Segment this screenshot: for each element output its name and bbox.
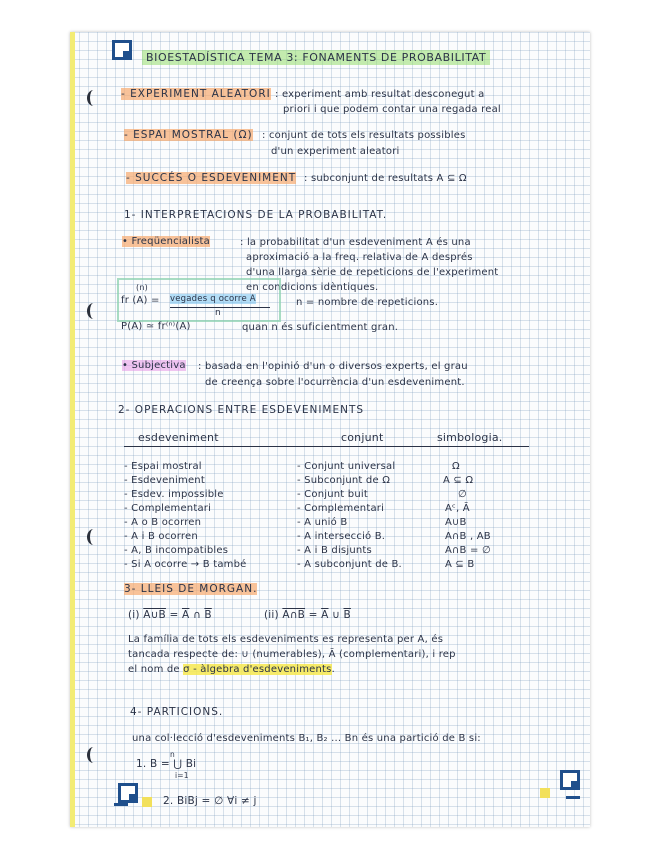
table-cell: - A, B incompatibles [124,545,229,556]
brand-logo-icon [560,770,580,790]
definition-text: priori i que podem contar una regada real [283,104,501,115]
morgan-law-1 [128,609,212,621]
corner-mark [114,803,128,806]
paragraph-line: el nom de σ - àlgebra d'esdeveniments. [128,664,335,675]
union-upper-bound: n [170,750,175,759]
formula-note: n = nombre de repeticions. [296,297,439,308]
highlighted-term: σ - àlgebra d'esdeveniments [183,664,332,675]
table-cell: - Espai mostral [124,461,202,472]
formula-superscript: (n) [136,283,148,292]
definition-term: - EXPERIMENT ALEATORI [121,88,271,100]
binder-hole [84,90,96,106]
paragraph-line: tancada respecte de: ∪ (numerables), Ā (complementari), i rep [128,649,456,660]
table-cell: - A intersecció B. [297,531,386,542]
table-cell: - Subconjunt de Ω [297,475,391,486]
partition-condition-2: 2. BiBj = ∅ ∀i ≠ j [163,795,257,807]
table-cell: - Complementari [124,503,212,514]
law-expression: $\overline{B}$ [343,609,351,621]
table-cell: - A i B disjunts [297,545,372,556]
concept-term: • Subjectiva [122,360,186,371]
morgan-law-2 [264,609,351,621]
paragraph-line: d'una llarga sèrie de repeticions de l'experiment [246,267,499,278]
law-expression: A∩B [282,609,306,621]
column-header: esdeveniment [138,431,219,444]
law-label: (i) [128,609,140,621]
partition-condition-1: 1. B = ⋃ Bi [136,758,197,770]
corner-dot [142,797,152,807]
formula-denominator: n [215,308,221,318]
paragraph-line: aproximació a la freq. relativa de A després [246,252,473,263]
section-heading: 4- PARTICIONS. [130,706,224,718]
definition-text: : experiment amb resultat desconegut a [275,89,485,100]
definition-text: : subconjunt de resultats A ⊆ Ω [304,173,467,184]
corner-dot [540,788,550,798]
law-expression: A∪B [143,609,166,621]
law-operator: ∪ [328,609,344,621]
concept-term: • Freqüencialista [122,236,210,247]
definition-text: d'un experiment aleatori [271,146,400,157]
law-expression: $\overline{B}$ [204,609,212,621]
corner-mark [566,796,580,799]
binder-hole [84,303,96,319]
column-header: simbologia. [437,431,503,444]
table-cell: - Esdeveniment [124,475,205,486]
table-cell: - Conjunt universal [297,461,396,472]
section-heading: 2- OPERACIONS ENTRE ESDEVENIMENTS [118,404,365,416]
page-title: BIOESTADÍSTICA TEMA 3: FONAMENTS DE PROBABILITAT [142,50,490,65]
definition-text: : conjunt de tots els resultats possibles [262,130,466,141]
table-cell: Ω [452,461,460,472]
law-equals: = [305,609,322,621]
law-expression: $\overline{A}$ [182,609,190,621]
table-cell: - A unió B [297,517,348,528]
section-heading: 1- INTERPRETACIONS DE LA PROBABILITAT. [124,209,388,221]
paragraph-line: de creença sobre l'ocurrència d'un esdeveniment. [205,377,465,388]
table-cell: A∩B = ∅ [445,545,491,556]
table-cell: A ⊆ Ω [443,475,474,486]
table-cell: ∅ [458,489,467,500]
binder-hole [84,747,96,763]
paragraph-line: : la probabilitat d'un esdeveniment A és una [240,237,471,248]
law-equals: = [165,609,183,621]
paragraph-line: : basada en l'opinió d'un o diversos experts, el grau [198,361,468,372]
law-operator: ∩ [189,609,205,621]
table-cell: A∪B [445,517,467,528]
table-cell: - Si A ocorre → B també [124,559,247,570]
table-header-rule [124,446,529,447]
brand-logo-icon [118,783,138,803]
table-cell: - A o B ocorren [124,517,202,528]
limit-note: quan n és suficientment gran. [242,322,399,333]
margin-band [70,32,75,827]
law-expression: $\overline{A}$ [321,609,329,621]
union-lower-bound: i=1 [175,771,189,780]
section-heading: 3- LLEIS DE MORGAN. [124,583,258,595]
table-cell: A∩B , AB [445,531,491,542]
paragraph-line: una col·lecció d'esdeveniments B₁, B₂ ... Bn és una partició de B si: [132,733,481,744]
formula-lhs: fr (A) = [121,295,160,306]
table-cell: - A subconjunt de B. [297,559,402,570]
definition-term: - ESPAI MOSTRAL (Ω) [124,129,253,141]
column-header: conjunt [341,431,384,444]
table-cell: - Esdev. impossible [124,489,224,500]
paragraph-line: La família de tots els esdeveniments es representa per A, és [128,634,444,645]
table-cell: - A i B ocorren [124,531,198,542]
table-cell: A ⊆ B [445,559,475,570]
limit-formula: P(A) ≃ fr⁽ⁿ⁾(A) [121,321,191,332]
law-label: (ii) [264,609,279,621]
table-cell: - Complementari [297,503,385,514]
brand-logo-icon [112,40,132,60]
table-cell: Aᶜ, Ā [445,503,470,514]
table-cell: - Conjunt buit [297,489,368,500]
definition-term: - SUCCÉS O ESDEVENIMENT [126,172,297,184]
paragraph-line: en condicions idèntiques. [246,282,379,293]
binder-hole [84,529,96,545]
formula-numerator: vegades q ocorre A [170,294,256,304]
